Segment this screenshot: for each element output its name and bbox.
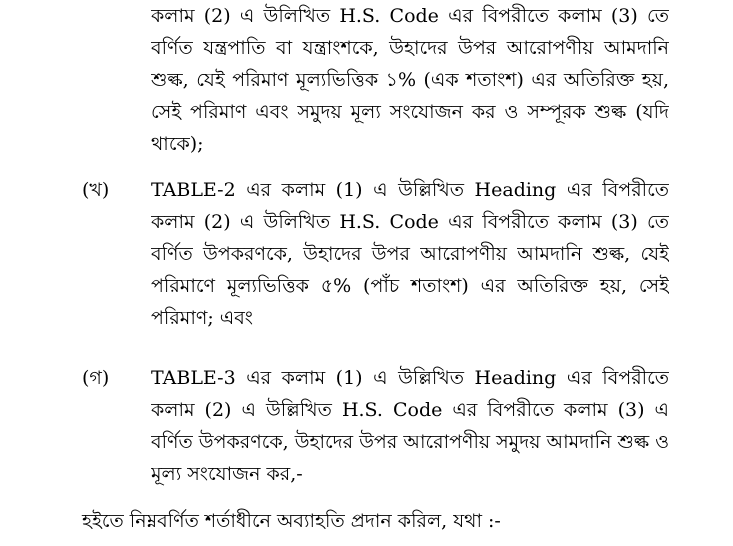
text-line: কলাম (2) এ উল্লিখিত H.S. Code এর বিপরীতে কলাম (3) এ	[151, 399, 669, 421]
paragraph-ga	[151, 362, 669, 490]
text-line: বর্ণিত উপকরণকে, উহাদের উপর আরোপণীয় সমুদয় আমদানি শুল্ক ও	[151, 431, 669, 453]
paragraph-kha	[151, 174, 669, 334]
text-line: মূল্য সংযোজন কর,-	[151, 463, 303, 485]
text-line: শুল্ক, যেই পরিমাণ মূল্যভিত্তিক ১% (এক শতাংশ) এর অতিরিক্ত হয়,	[151, 69, 669, 91]
text-line: পরিমাণ; এবং	[151, 307, 253, 329]
text-line: সেই পরিমাণ এবং সমুদয় মূল্য সংযোজন কর ও সম্পূরক শুল্ক (যদি	[151, 101, 669, 123]
closing-sentence: হইতে নিম্নবর্ণিত শর্তাধীনে অব্যাহতি প্রদান করিল, যথা :-	[82, 510, 501, 532]
text-line: পরিমাণে মূল্যভিত্তিক ৫% (পাঁচ শতাংশ) এর অতিরিক্ত হয়, সেই	[151, 275, 669, 297]
paragraph-ka-continuation	[151, 0, 669, 160]
text-line: TABLE-3 এর কলাম (1) এ উল্লিখিত Heading এর বিপরীতে	[151, 367, 669, 389]
text-line: TABLE-2 এর কলাম (1) এ উল্লিখিত Heading এর বিপরীতে	[151, 179, 669, 201]
text-line: কলাম (2) এ উলিখিত H.S. Code এর বিপরীতে কলাম (3) তে	[151, 5, 669, 27]
text-line: বর্ণিত উপকরণকে, উহাদের উপর আরোপণীয় আমদানি শুল্ক, যেই	[151, 243, 669, 265]
clause-marker-kha: (খ)	[82, 179, 110, 201]
clause-marker-ga: (গ)	[82, 367, 110, 389]
text-line: বর্ণিত যন্ত্রপাতি বা যন্ত্রাংশকে, উহাদের উপর আরোপণীয় আমদানি	[151, 37, 669, 59]
text-line: কলাম (2) এ উলিখিত H.S. Code এর বিপরীতে কলাম (3) তে	[151, 211, 669, 233]
text-line: থাকে);	[151, 133, 204, 155]
